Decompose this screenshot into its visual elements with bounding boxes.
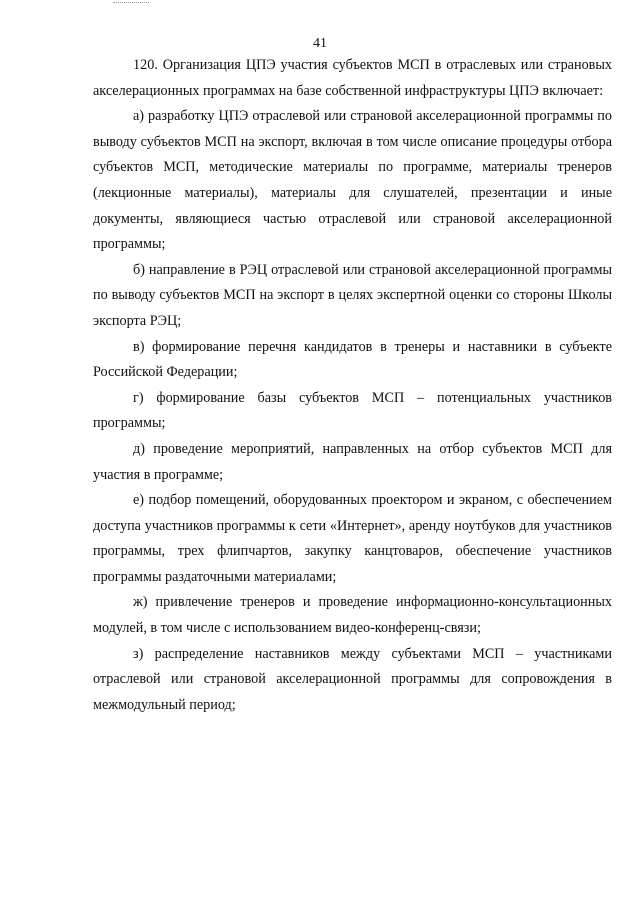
- page-number: 41: [313, 36, 327, 51]
- paragraph-item-v: в) формирование перечня кандидатов в тренеры и наставники в субъекте Российской Федерации;: [93, 338, 612, 381]
- paragraph-item-a: а) разработку ЦПЭ отраслевой или страновой акселерационной программы по выводу субъектов МСП на экспорт, включая в том числе описание процедуры отбора субъектов МСП, методические материалы по программе, материалы тренеров (лекционные материалы), материалы для слушателей, презентации и иные документы, являющиеся частью отраслевой или страновой акселерационной программы;: [93, 108, 612, 253]
- paragraph-item-e: е) подбор помещений, оборудованных проектором и экраном, с обеспечением доступа участников программы к сети «Интернет», аренду ноутбуков для участников программы, трех флипчартов, закупку канцтоваров, обеспечение участников программы раздаточными материалами;: [93, 492, 612, 585]
- scan-artifact-mark: [113, 2, 149, 3]
- document-body: [93, 53, 612, 718]
- paragraph-item-z: з) распределение наставников между субъектами МСП – участниками отраслевой или страновой акселерационной программы для сопровождения в межмодульный период;: [93, 645, 612, 713]
- paragraph-item-d: д) проведение мероприятий, направленных на отбор субъектов МСП для участия в программе;: [93, 440, 612, 483]
- paragraph-item-zh: ж) привлечение тренеров и проведение информационно-консультационных модулей, в том числе с использованием видео-конференц-связи;: [93, 594, 612, 637]
- paragraph-item-g: г) формирование базы субъектов МСП – потенциальных участников программы;: [93, 389, 612, 432]
- paragraph-120-intro: 120. Организация ЦПЭ участия субъектов МСП в отраслевых или страновых акселерационных программах на базе собственной инфраструктуры ЦПЭ включает:: [93, 57, 612, 99]
- paragraph-item-b: б) направление в РЭЦ отраслевой или страновой акселерационной программы по выводу субъектов МСП на экспорт в целях экспертной оценки со стороны Школы экспорта РЭЦ;: [93, 261, 612, 329]
